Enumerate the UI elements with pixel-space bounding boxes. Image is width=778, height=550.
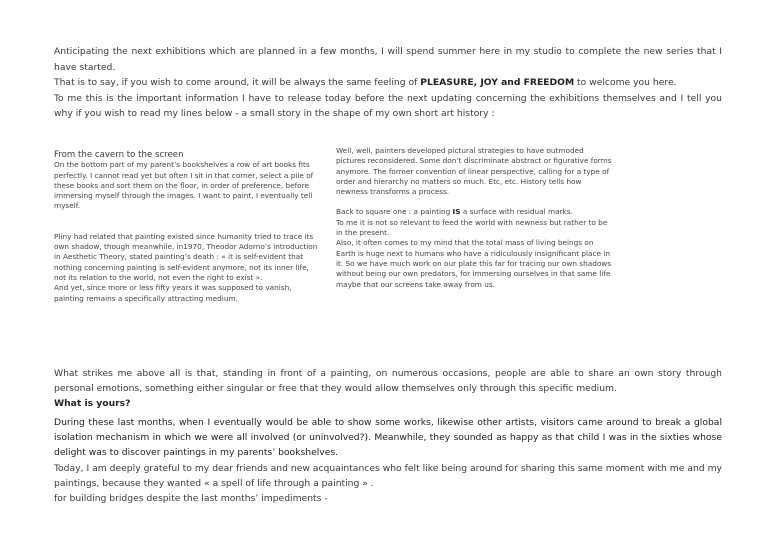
right-column-paragraph-2 (336, 207, 612, 217)
closing-paragraph-4: for building bridges despite the last months’ impediments - (54, 493, 328, 505)
left-column-title: From the cavern to the screen (54, 150, 184, 160)
right-column-p2-end: a surface with residual marks. (460, 207, 573, 217)
closing-paragraph-1: What strikes me above all is that, standing in front of a painting, on numerous occasions, people are able to share an own story through personal emotions, something either singular or free that they would allow themselves only through this specific medium. (54, 368, 722, 395)
closing-question-block (54, 366, 722, 412)
right-column (336, 146, 612, 290)
intro-text (54, 44, 722, 122)
intro-line-1: Anticipating the next exhibitions which are planned in a few months, I will spend summer here in my studio to complete the new series that I have started. (54, 46, 722, 73)
closing-thanks-block (54, 415, 722, 506)
left-column-paragraph-2: Pliny had related that painting existed since humanity tried to trace its own shadow, though meanwhile, in1970, Theodor Adorno’s introduction in Aesthetic Theory, stated painting’s death : « it is self-evident that nothing concerning painting is self-evident anymore, not its inner life, not its relation to the world, not even the right to exist ». (54, 231, 318, 282)
right-column-p2-start: Back to square one : a painting (336, 207, 453, 217)
closing-question (54, 396, 722, 411)
right-column-emphasis: IS (452, 207, 461, 217)
right-column-paragraph-1: Well, well, painters developed pictural strategies to have outmoded pictures reconsidered. Some don’t discriminate abstract or figurative forms anymore. The former convention of linear perspective, calling for a type of order and hierarchy no matters so much. Etc, etc. History tells how newness transforms a process. (336, 146, 612, 197)
closing-question-text: What is yours? (54, 398, 131, 410)
intro-line-3: To me this is the important information I have to release today before the next updating concerning the exhibitions themselves and I tell you why if you wish to read my lines below - a small story in the shape of my own short art history : (54, 92, 722, 120)
left-column (54, 150, 322, 304)
left-column-paragraph-3: And yet, since more or less fifty years it was supposed to vanish, painting remains a specifically attracting medium. (54, 283, 292, 303)
closing-paragraph-2: During these last months, when I eventually would be able to show some works, likewise other artists, visitors came around to break a global isolation mechanism in which we were all involved (or uninvolved?). Meanwhile, they sounded as happy as that child I was in the sixties whose delight was to discover paintings in my parents’ bookshelves. (54, 417, 722, 459)
right-column-paragraph-4: Also, it often comes to my mind that the total mass of living beings on Earth is huge next to humans who have a ridiculously insignificant place in it. So we have much work on our plate this far for tracing our own shadows without being our own predators, for immersing ourselves in that same life maybe that our screens take away from us. (336, 238, 612, 289)
intro-emphasis: PLEASURE, JOY and FREEDOM (420, 77, 575, 89)
intro-line-2-end: to welcome you here. (574, 77, 677, 89)
right-column-paragraph-3: To me it is not so relevant to feed the world with newness but rather to be in the present. (336, 217, 608, 238)
intro-line-2-start: That is to say, if you wish to come around, it will be always the same feeling of (54, 77, 421, 89)
left-column-paragraph-1: On the bottom part of my parent’s bookshelves a row of art books fits perfectly. I cannot read yet but often I sit in that corner, select a pile of these books and sort them on the floor, in order of preference, before immersing myself through the images. I want to paint, I eventually tell myself. (54, 160, 314, 211)
intro-line-2 (54, 75, 722, 91)
closing-paragraph-3: Today, I am deeply grateful to my dear friends and new acquaintances who felt like being around for sharing this same moment with me and my paintings, because they wanted « a spell of life through a painting » . (54, 462, 722, 489)
